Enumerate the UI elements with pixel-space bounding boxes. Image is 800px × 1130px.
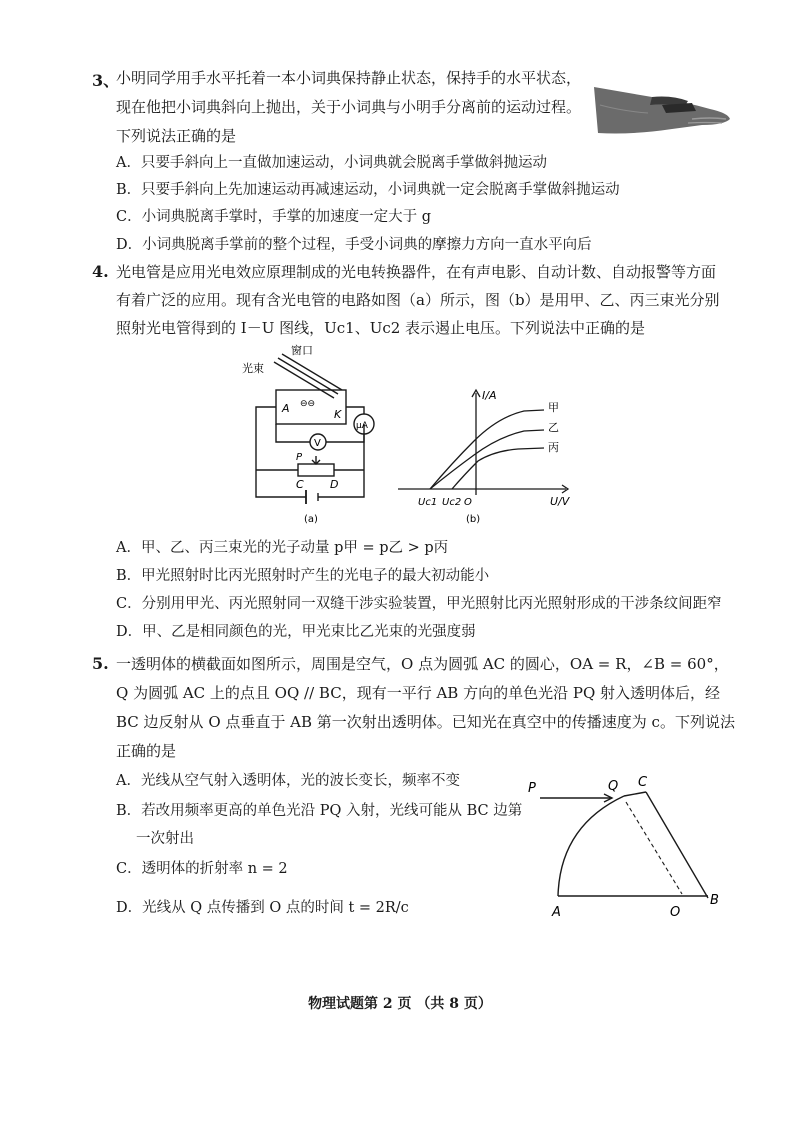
fig-b-ylabel: I/A (482, 389, 497, 402)
fig-q5-q-label: Q (608, 779, 619, 794)
q4-option-a: A．甲、乙、丙三束光的光子动量 p甲 = p乙 > p丙 (116, 540, 449, 556)
fig-q5-o-label: O (670, 905, 681, 920)
q5-option-b-cont: 一次射出 (136, 831, 194, 847)
q3-number: 3、 (92, 71, 120, 90)
fig-q5-b-label: B (710, 893, 719, 908)
q5-line-1: 一透明体的横截面如图所示，周围是空气，O 点为圆弧 AC 的圆心，OA = R，∠B = 60°， (116, 655, 729, 673)
figure-a-circuit (236, 342, 386, 527)
figure-q5-transparent-body (520, 772, 730, 922)
page-footer: 物理试题第 2 页 （共 8 页） (308, 996, 492, 1012)
fig-a-cathode-label: K (334, 408, 342, 421)
fig-a-window-label: 窗口 (291, 344, 313, 357)
fig-q5-p-label: P (528, 781, 536, 796)
q5-option-b: B．若改用频率更高的单色光沿 PQ 入射，光线可能从 BC 边第 (116, 803, 523, 819)
q5-option-c: C．透明体的折射率 n = 2 (116, 861, 288, 877)
hand-image (592, 75, 732, 137)
fig-a-microammeter-label: μA (356, 421, 368, 431)
q4-line-3: 照射光电管得到的 I－U 图线，Uc1、Uc2 表示遏止电压。下列说法中正确的是 (116, 319, 646, 337)
q4-option-b: B．甲光照射时比丙光照射时产生的光电子的最大初动能小 (116, 568, 490, 584)
q3-line-3: 下列说法正确的是 (116, 127, 237, 145)
q4-number: 4. (92, 262, 109, 281)
q4-option-d: D．甲、乙是相同颜色的光，甲光束比乙光束的光强度弱 (116, 624, 476, 640)
q4-line-2: 有着广泛的应用。现有含光电管的电路如图（a）所示，图（b）是用甲、乙、丙三束光分别 (116, 291, 720, 309)
fig-b-uc2-label: Uc2 (442, 497, 462, 508)
q3-line-1: 小明同学用手水平托着一本小词典保持静止状态，保持手的水平状态， (116, 69, 582, 87)
figure-b-iu-graph (394, 385, 584, 525)
q5-line-4: 正确的是 (116, 742, 177, 760)
fig-a-beam-label: 光束 (242, 362, 264, 375)
fig-b-yi-label: 乙 (548, 421, 559, 434)
fig-a-voltmeter-label: V (314, 438, 321, 449)
q5-option-a: A．光线从空气射入透明体，光的波长变长，频率不变 (116, 773, 460, 789)
fig-q5-c-label: C (638, 775, 648, 790)
fig-b-origin-label: O (464, 497, 472, 508)
fig-a-electron-marks: ⊖⊖ (300, 399, 316, 409)
q5-line-2: Q 为圆弧 AC 上的点且 OQ // BC，现有一平行 AB 方向的单色光沿 PQ 射入透明体后，经 (116, 684, 721, 702)
q3-option-b: B．只要手斜向上先加速运动再减速运动，小词典就一定会脱离手掌做斜抛运动 (116, 182, 620, 198)
q3-option-a: A．只要手斜向上一直做加速运动，小词典就会脱离手掌做斜抛运动 (116, 155, 547, 171)
q5-option-d: D．光线从 Q 点传播到 O 点的时间 t = 2R/c (116, 900, 409, 916)
q3-option-d: D．小词典脱离手掌前的整个过程，手受小词典的摩擦力方向一直水平向后 (116, 237, 592, 253)
fig-q5-a-label: A (552, 905, 561, 920)
fig-b-xlabel: U/V (550, 495, 570, 508)
q5-line-3: BC 边反射从 O 点垂直于 AB 第一次射出透明体。已知光在真空中的传播速度为 c。下列说法 (116, 713, 735, 731)
q3-line-2: 现在他把小词典斜向上抛出，关于小词典与小明手分离前的运动过程。 (116, 98, 582, 116)
fig-a-d-label: D (330, 478, 339, 491)
fig-b-caption: (b) (466, 514, 481, 525)
q4-line-1: 光电管是应用光电效应原理制成的光电转换器件，在有声电影、自动计数、自动报警等方面 (116, 263, 717, 281)
q5-number: 5. (92, 654, 109, 673)
fig-b-bing-label: 丙 (548, 441, 559, 454)
fig-a-c-label: C (296, 478, 304, 491)
fig-a-p-label: P (296, 452, 303, 463)
fig-b-jia-label: 甲 (548, 401, 559, 414)
q3-option-c: C．小词典脱离手掌时，手掌的加速度一定大于 g (116, 209, 431, 225)
q4-option-c: C．分别用甲光、丙光照射同一双缝干涉实验装置，甲光照射比丙光照射形成的干涉条纹间距窄 (116, 596, 722, 612)
fig-b-uc1-label: Uc1 (418, 497, 438, 508)
fig-a-caption: (a) (304, 514, 318, 525)
fig-a-anode-label: A (282, 402, 290, 415)
